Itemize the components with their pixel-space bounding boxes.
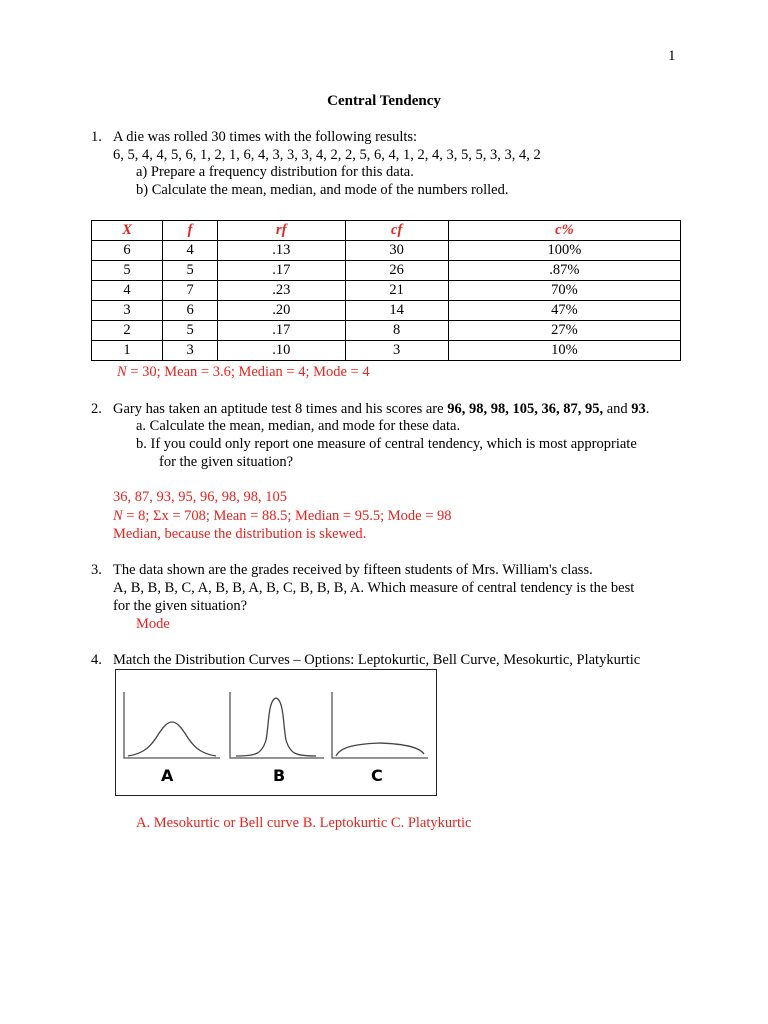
q1-text: A die was rolled 30 times with the following results: [113, 129, 418, 145]
q1-answer [117, 364, 370, 381]
table-cell: .17 [218, 261, 345, 281]
table-cell: 3 [92, 301, 163, 321]
table-cell: 5 [92, 261, 163, 281]
q2-text-end: . [645, 401, 650, 417]
table-cell: 5 [163, 321, 218, 341]
table-cell: 6 [163, 301, 218, 321]
table-cell: .87% [448, 261, 680, 281]
table-cell: 3 [163, 341, 218, 361]
table-cell: 100% [448, 241, 680, 261]
q3-line3: for the given situation? [113, 598, 248, 614]
curve-label-a: A [161, 766, 174, 785]
table-cell: 3 [345, 341, 448, 361]
q4-text: Match the Distribution Curves – Options: Leptokurtic, Bell Curve, Mesokurtic, Platykurtic [113, 652, 641, 668]
q2-answer-reason: Median, because the distribution is skewed. [113, 526, 367, 542]
table-cell: 8 [345, 321, 448, 341]
q2-answer-sorted: 36, 87, 93, 95, 96, 98, 98, 105 [113, 489, 287, 505]
table-cell: 26 [345, 261, 448, 281]
table-cell: .17 [218, 321, 345, 341]
page-number: 1 [668, 48, 676, 64]
q2-text-before: Gary has taken an aptitude test 8 times and his scores are [113, 401, 448, 417]
curve-label-c: C [371, 766, 383, 785]
curve-a-mesokurtic [128, 722, 216, 756]
q3-answer: Mode [136, 616, 170, 632]
table-cell: 1 [92, 341, 163, 361]
q2-number: 2. [91, 401, 102, 417]
q2-answer-stats [113, 508, 452, 525]
table-cell: .20 [218, 301, 345, 321]
curve-c-platykurtic [336, 743, 424, 756]
q2-part-b-cont: for the given situation? [159, 454, 294, 470]
table-cell: 7 [163, 281, 218, 301]
q2-text [113, 401, 649, 418]
q4-answer: A. Mesokurtic or Bell curve B. Leptokurtic C. Platykurtic [136, 815, 472, 831]
q2-scores: 96, 98, 98, 105, 36, 87, 95, [447, 401, 604, 417]
q2-answer-n: N [113, 508, 123, 524]
distribution-curves-figure [115, 669, 437, 796]
q2-part-b: b. If you could only report one measure of central tendency, which is most appropriate [136, 436, 637, 452]
q1-part-b: b) Calculate the mean, median, and mode of the numbers rolled. [136, 182, 509, 198]
table-cell: 4 [92, 281, 163, 301]
q2-part-a: a. Calculate the mean, median, and mode for these data. [136, 418, 461, 434]
table-cell: 6 [92, 241, 163, 261]
q1-data: 6, 5, 4, 4, 5, 6, 1, 2, 1, 6, 4, 3, 3, 3, 4, 2, 2, 5, 6, 4, 1, 2, 4, 3, 5, 5, 3, 3, 4, 2 [113, 147, 541, 163]
q3-number: 3. [91, 562, 102, 578]
frequency-table [91, 220, 681, 361]
table-cell: 30 [345, 241, 448, 261]
table-row [92, 301, 681, 321]
table-cell: 21 [345, 281, 448, 301]
q1-answer-n: N [117, 364, 127, 380]
curve-b-leptokurtic [236, 698, 316, 756]
header-f: f [163, 221, 218, 241]
table-cell: 2 [92, 321, 163, 341]
table-row [92, 261, 681, 281]
table-cell: .23 [218, 281, 345, 301]
header-rf: rf [218, 221, 345, 241]
curve-b-axes [230, 692, 324, 758]
header-x: X [92, 221, 163, 241]
table-row [92, 241, 681, 261]
q3-line1: The data shown are the grades received by fifteen students of Mrs. William's class. [113, 562, 593, 578]
curve-a-axes [124, 692, 220, 758]
q3-line2: A, B, B, B, C, A, B, B, A, B, C, B, B, B, A. Which measure of central tendency is the best [113, 580, 635, 596]
q2-answer-values: = 8; Σx = 708; Mean = 88.5; Median = 95.5; Mode = 98 [122, 508, 452, 524]
q2-last-score: 93 [631, 401, 646, 417]
table-cell: 70% [448, 281, 680, 301]
q2-text-and: and [603, 401, 632, 417]
q4-number: 4. [91, 652, 102, 668]
page-title: Central Tendency [327, 93, 441, 109]
table-cell: 14 [345, 301, 448, 321]
curve-label-b: B [273, 766, 286, 785]
table-cell: 4 [163, 241, 218, 261]
table-cell: .10 [218, 341, 345, 361]
q1-number: 1. [91, 129, 102, 145]
table-header-row [92, 221, 681, 241]
q1-part-a: a) Prepare a frequency distribution for this data. [136, 164, 414, 180]
header-cf: cf [345, 221, 448, 241]
table-row [92, 281, 681, 301]
table-cell: 10% [448, 341, 680, 361]
q1-answer-values: = 30; Mean = 3.6; Median = 4; Mode = 4 [126, 364, 370, 380]
table-cell: 47% [448, 301, 680, 321]
table-row [92, 321, 681, 341]
table-row [92, 341, 681, 361]
header-c-percent: c% [448, 221, 680, 241]
table-cell: 5 [163, 261, 218, 281]
table-cell: .13 [218, 241, 345, 261]
table-cell: 27% [448, 321, 680, 341]
